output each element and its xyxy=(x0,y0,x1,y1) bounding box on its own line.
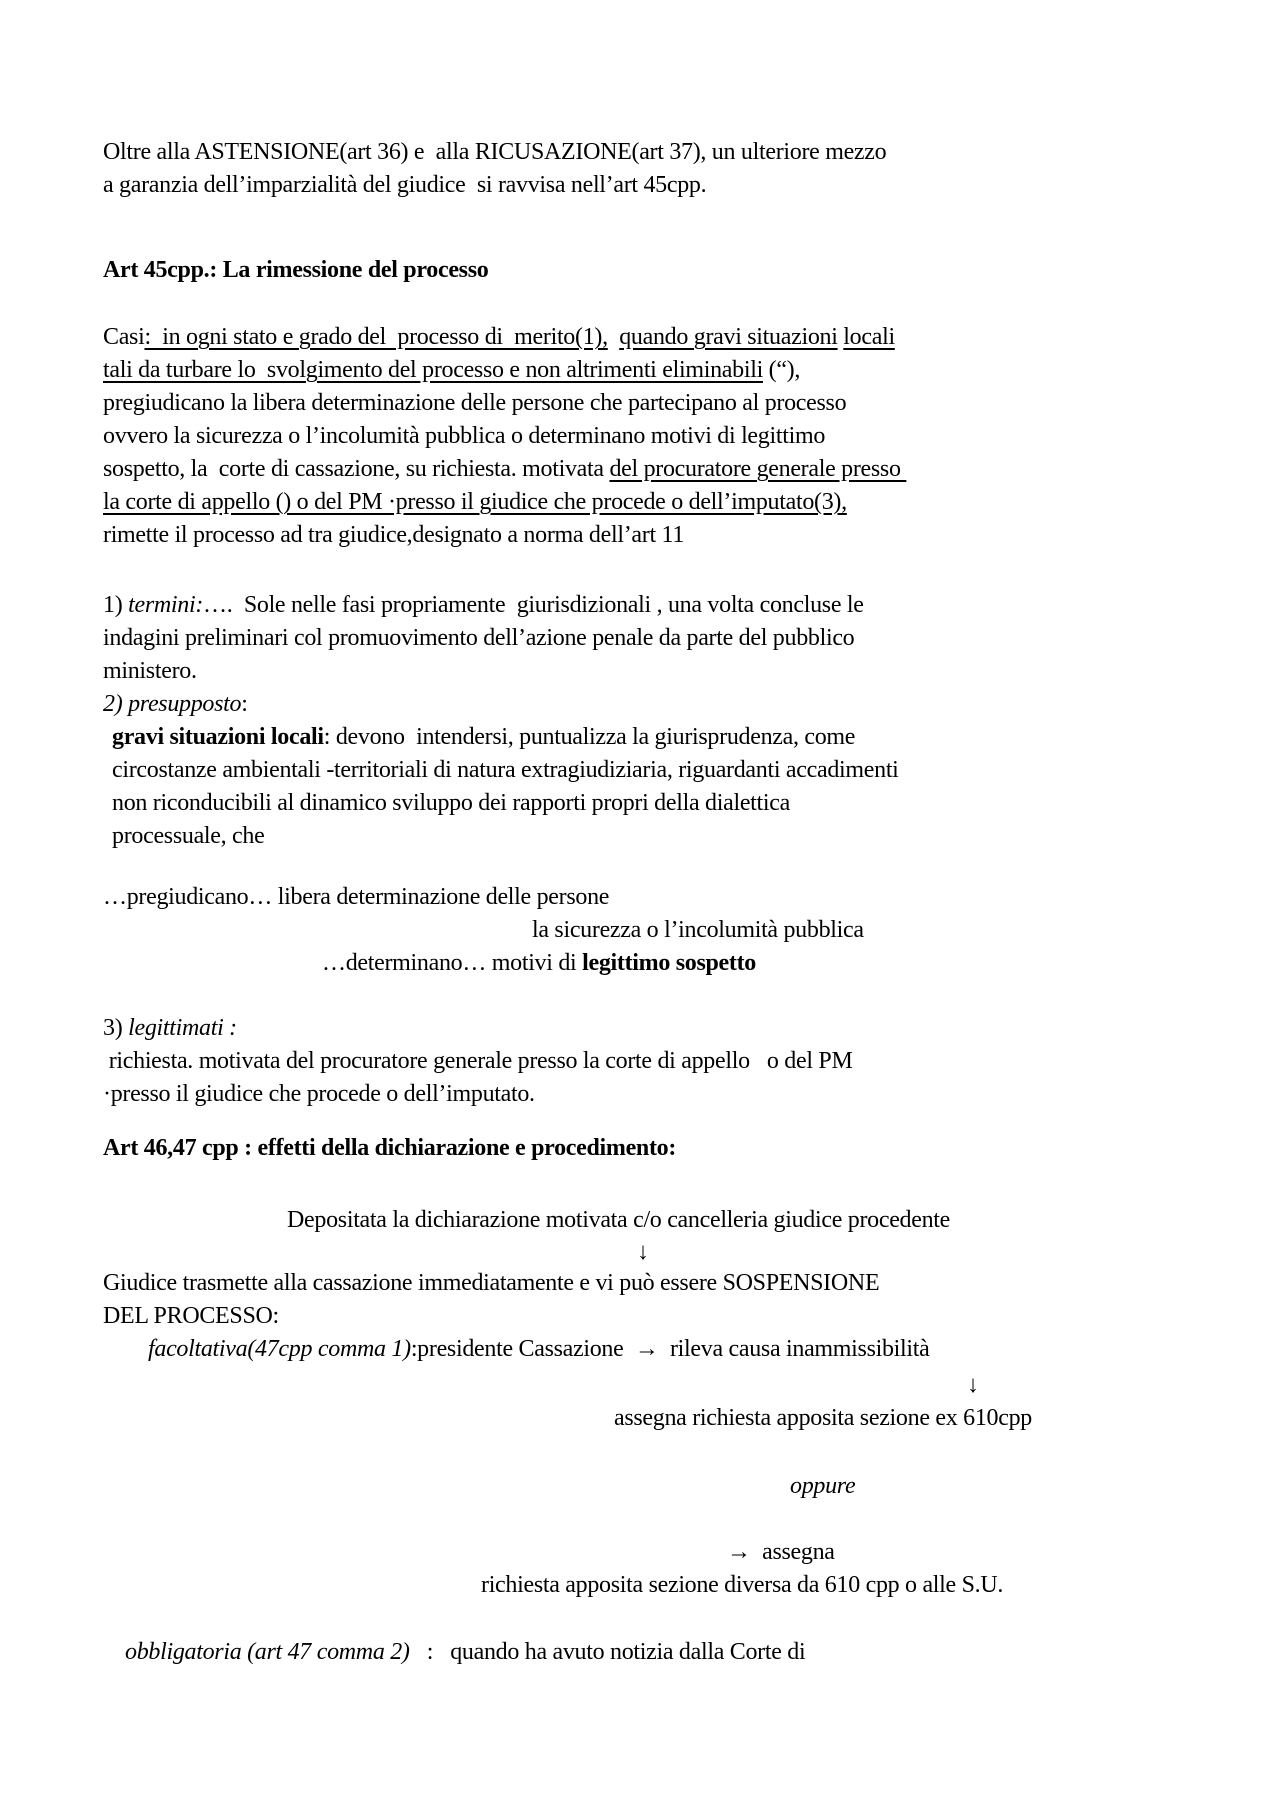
intro-line-2 xyxy=(103,170,706,200)
text-segment: a garanzia dell’imparzialità del giudice si ravvisa nell’art 45cpp. xyxy=(103,172,707,198)
text-segment: Depositata la dichiarazione motivata c/o cancelleria giudice procedente xyxy=(287,1207,951,1233)
casi-line-4 xyxy=(103,421,825,451)
text-segment: : quando ha avuto notizia dalla Corte di xyxy=(409,1639,806,1665)
text-segment: (“), xyxy=(762,357,801,383)
text-segment: 3) xyxy=(103,1015,129,1041)
text-segment: obbligatoria (art 47 comma 2) xyxy=(125,1639,410,1665)
text-segment: : xyxy=(241,691,248,717)
text-segment: non riconducibili al dinamico sviluppo dei rapporti propri della dialettica xyxy=(112,790,790,816)
casi-line-2 xyxy=(103,355,800,385)
gravi-line-1 xyxy=(112,722,855,752)
text-segment: ministero. xyxy=(103,658,197,684)
text-segment: la corte di appello () o del PM ·presso il giudice che procede o dell’imputato(3), xyxy=(103,489,847,515)
text-segment: facoltativa(47cpp comma 1) xyxy=(148,1336,411,1362)
effetti-line-3 xyxy=(322,948,756,978)
text-segment: locali xyxy=(843,324,895,350)
text-segment: ↓ xyxy=(967,1372,979,1398)
text-segment: sospetto, la corte di cassazione, su richiesta. motivata xyxy=(103,456,610,482)
text-segment: 1) xyxy=(103,592,129,618)
casi-line-7 xyxy=(103,520,684,550)
flow-depositata xyxy=(287,1205,950,1235)
text-segment: ·presso il giudice che procede o dell’imputato. xyxy=(103,1081,535,1107)
text-segment: circostanze ambientali -territoriali di natura extragiudiziaria, riguardanti accadimenti xyxy=(112,757,899,783)
text-segment: : devono intendersi, puntualizza la giurisprudenza, come xyxy=(323,724,856,750)
gravi-line-4 xyxy=(112,821,264,851)
text-segment: Giudice trasmette alla cassazione immediatamente e vi può essere SOSPENSIONE xyxy=(103,1270,880,1296)
flow-assegna-610 xyxy=(614,1403,1032,1433)
heading-art-45 xyxy=(103,255,488,285)
legittimati-line-2 xyxy=(103,1079,535,1109)
flow-richiesta-diversa xyxy=(481,1570,1003,1600)
flow-giudice-line-2 xyxy=(103,1301,279,1331)
gravi-line-3 xyxy=(112,788,790,818)
text-segment: : in ogni stato e grado del processo di merito(1), xyxy=(144,324,608,350)
text-segment: :presidente Cassazione → rileva causa inammissibilità xyxy=(410,1336,930,1362)
casi-line-3 xyxy=(103,388,846,418)
text-segment: indagini preliminari col promuovimento dell’azione penale da parte del pubblico xyxy=(103,625,855,651)
flow-oppure xyxy=(790,1471,855,1501)
effetti-line-1 xyxy=(103,882,609,912)
text-segment: DEL PROCESSO: xyxy=(103,1303,279,1329)
text-segment: processuale, che xyxy=(112,823,265,849)
text-segment: termini: xyxy=(128,592,204,618)
text-segment: …determinano… motivi di xyxy=(322,950,583,976)
text-segment: tali da turbare lo svolgimento del processo e non altrimenti eliminabili xyxy=(103,357,763,383)
text-segment: gravi situazioni locali xyxy=(112,724,324,750)
termini-line-3 xyxy=(103,656,197,686)
text-segment: …. Sole nelle fasi propriamente giurisdizionali , una volta concluse le xyxy=(203,592,864,618)
down-arrow-glyph xyxy=(967,1370,979,1400)
text-segment: richiesta apposita sezione diversa da 610 cpp o alle S.U. xyxy=(481,1572,1004,1598)
legittimati-line-1 xyxy=(103,1046,853,1076)
casi-line-6 xyxy=(103,487,847,517)
text-segment: del procuratore generale presso xyxy=(609,456,907,482)
text-segment: richiesta. motivata del procuratore generale presso la corte di appello o del PM xyxy=(103,1048,853,1074)
legittimati-label xyxy=(103,1013,237,1043)
text-segment: …pregiudicano… libera determinazione delle persone xyxy=(103,884,610,910)
text-segment: ↓ xyxy=(637,1239,649,1265)
text-segment: Casi xyxy=(103,324,145,350)
termini-line-1 xyxy=(103,590,864,620)
text-segment: la sicurezza o l’incolumità pubblica xyxy=(532,917,864,943)
heading-art-46-47 xyxy=(103,1133,676,1163)
text-segment xyxy=(608,324,619,350)
text-segment: legittimati : xyxy=(128,1015,237,1041)
flow-obbligatoria xyxy=(125,1637,805,1667)
flow-assegna-2 xyxy=(727,1537,835,1567)
text-segment: ovvero la sicurezza o l’incolumità pubblica o determinano motivi di legittimo xyxy=(103,423,826,449)
text-segment: 2) presupposto xyxy=(103,691,242,717)
intro-line-1 xyxy=(103,137,886,167)
presupposto-label xyxy=(103,689,248,719)
flow-giudice-line-1 xyxy=(103,1268,879,1298)
text-segment: pregiudicano la libera determinazione delle persone che partecipano al processo xyxy=(103,390,847,416)
down-arrow-glyph xyxy=(637,1237,649,1267)
text-segment: Art 45cpp.: La rimessione del processo xyxy=(103,257,489,283)
text-segment: assegna richiesta apposita sezione ex 610cpp xyxy=(614,1405,1032,1431)
termini-line-2 xyxy=(103,623,854,653)
casi-line-1 xyxy=(103,322,895,352)
text-segment: legittimo sospetto xyxy=(582,950,756,976)
casi-line-5 xyxy=(103,454,906,484)
effetti-line-2 xyxy=(532,915,864,945)
text-segment: oppure xyxy=(790,1473,856,1499)
text-segment: Oltre alla ASTENSIONE(art 36) e alla RICUSAZIONE(art 37), un ulteriore mezzo xyxy=(103,139,887,165)
text-segment: quando gravi situazioni xyxy=(619,324,838,350)
gravi-line-2 xyxy=(112,755,899,785)
text-segment: → assegna xyxy=(727,1539,835,1565)
text-segment: rimette il processo ad tra giudice,designato a norma dell’art 11 xyxy=(103,522,685,548)
flow-facoltativa xyxy=(148,1334,930,1364)
text-segment: Art 46,47 cpp : effetti della dichiarazione e procedimento: xyxy=(103,1135,677,1161)
